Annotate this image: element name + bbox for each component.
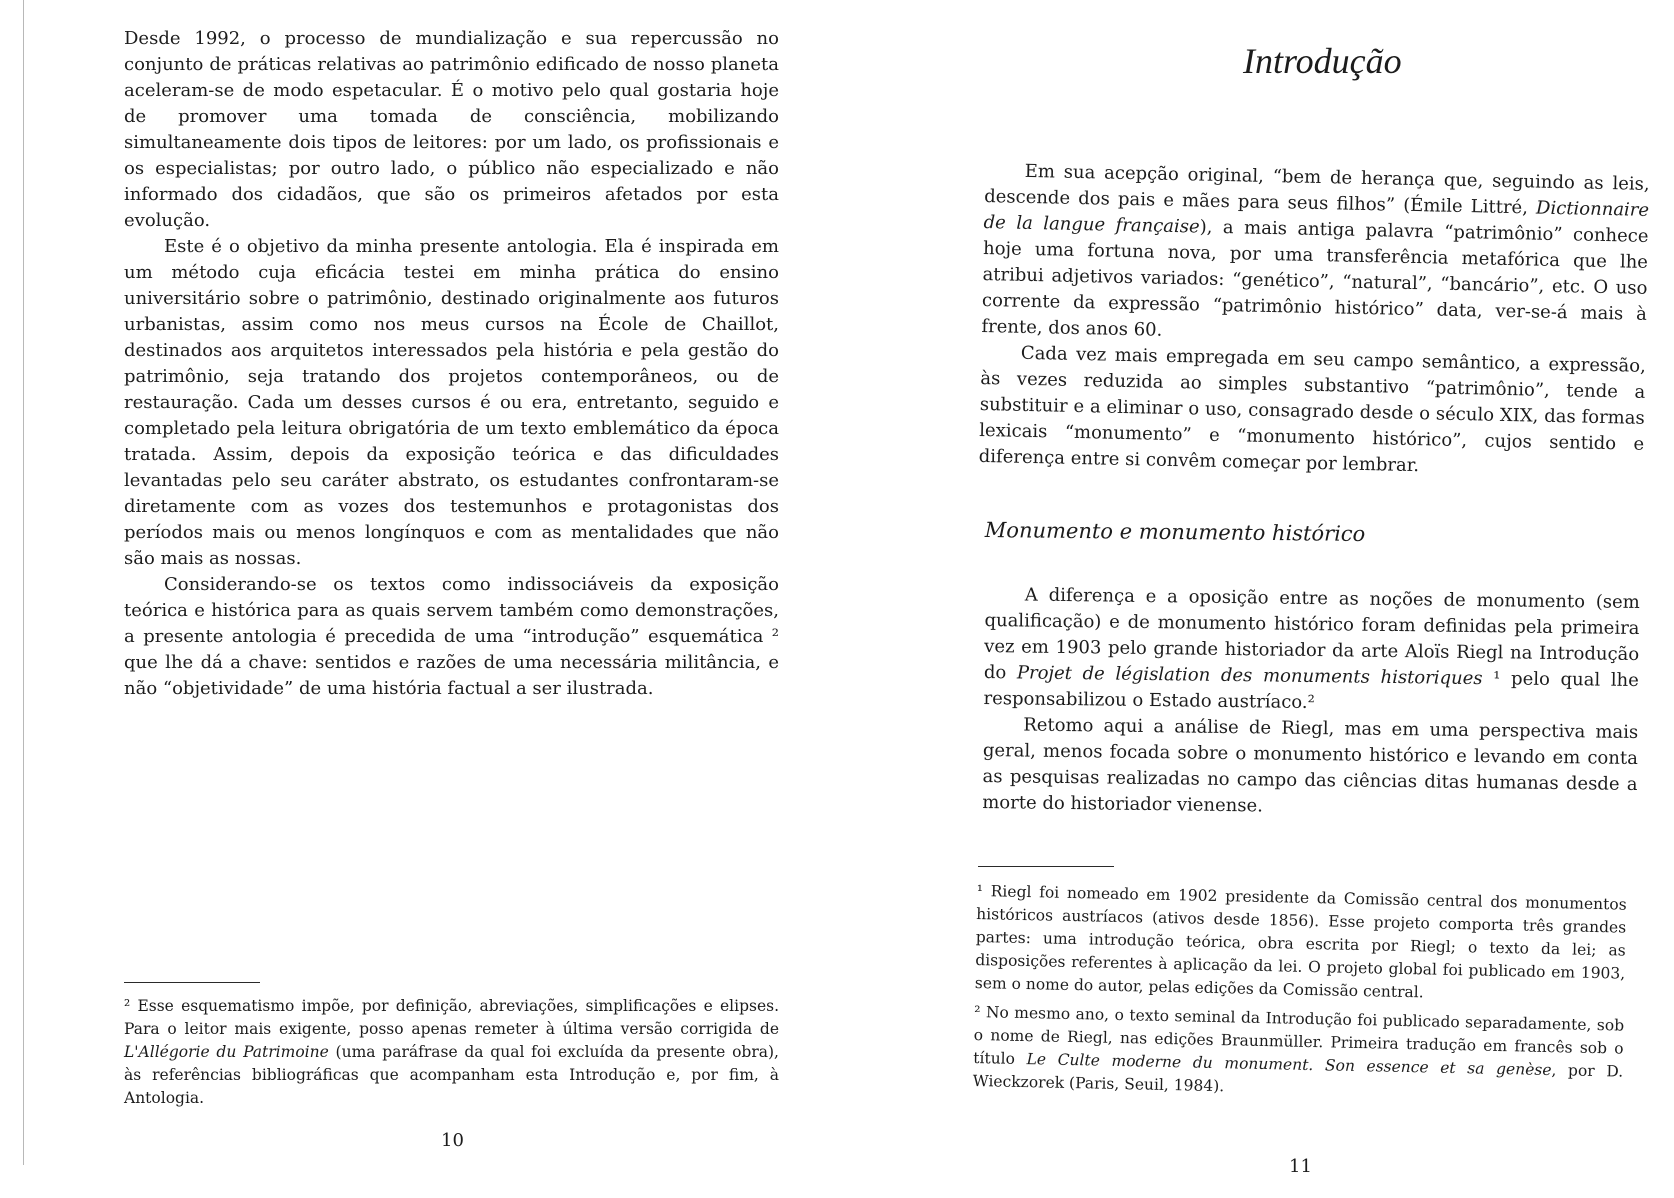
footnote-text-end: , por D. Wieckzorek (Paris, Seuil, 1984). xyxy=(972,1061,1624,1096)
footnote-text-end: (uma paráfrase da qual foi excluída da presente obra), às referências bibliográficas que acompanham esta Introdução e, por fim, à Antologia. xyxy=(124,1043,779,1107)
section-body xyxy=(982,582,1640,824)
left-footnote-2 xyxy=(124,995,779,1110)
intro-paragraph-1 xyxy=(981,158,1650,354)
left-footnotes xyxy=(124,995,779,1110)
right-footnote-rule xyxy=(978,866,1114,867)
left-footnote-rule xyxy=(124,982,260,983)
left-paragraph-3: Considerando-se os textos como indissociáveis da exposição teórica e histórica para as quais servem também como demonstrações, a presente antologia é precedida de uma “introdução” esquemática ² que lhe dá a chave: sentidos e razões de uma necessária militância, e não “objetividade” de uma história factual a ser ilustrada. xyxy=(124,574,779,699)
introduction-body xyxy=(978,158,1649,484)
section-heading: Monumento e monumento histórico xyxy=(984,518,1366,546)
section-text: A diferença e a oposição entre as noções de monumento (sem qualificação) e de monumento histórico foram definidas pela primeira vez em 1903 pelo grande historiador da arte Aloïs Riegl na Introdução do xyxy=(983,584,1640,684)
culte-title: Le Culte moderne du monument. Son essence et sa genèse xyxy=(1026,1050,1552,1080)
dictionary-title: Dictionnaire de la langue française xyxy=(983,197,1650,238)
page-number-right: 11 xyxy=(1289,1156,1312,1177)
section-paragraph-1 xyxy=(983,582,1640,720)
footnote-text: ² No mesmo ano, o texto seminal da Introdução foi publicado separadamente, sob o nome de Riegl, nas edições Braunmüller. Primeira tradução em francês sob o título xyxy=(973,1002,1625,1069)
footnote-book-title: L'Allégorie du Patrimoine xyxy=(124,1043,329,1061)
intro-paragraph-2: Cada vez mais empregada em seu campo semântico, a expressão, às vezes reduzida ao simples substantivo “patrimônio”, tende a substituir e a eliminar o uso, consagrado desde o século XIX, das formas lexicais “monumento” e “monumento histórico”, cujos sentido e diferença entre si convêm começar por lembrar. xyxy=(978,342,1647,477)
section-paragraph-2: Retomo aqui a análise de Riegl, mas em uma perspectiva mais geral, menos focada sobre o monumento histórico e levando em conta as pesquisas realizadas no campo das ciências ditas humanas desde a morte do historiador vienense. xyxy=(982,714,1639,817)
left-page-body xyxy=(124,26,779,702)
footnote-text: ² Esse esquematismo impõe, por definição, abreviações, simplificações e elipses. Para o leitor mais exigente, posso apenas remeter à última versão corrigida de xyxy=(124,997,779,1038)
scan-edge-line xyxy=(23,0,24,1165)
left-paragraph-1: Desde 1992, o processo de mundialização e sua repercussão no conjunto de práticas relativas ao patrimônio edificado de nosso planeta aceleram-se de modo espetacular. É o motivo pelo qual gostaria hoje de promover uma tomada de consciência, mobilizando simultaneamente dois tipos de leitores: por um lado, os profissionais e os especialistas; por outro lado, o público não especializado e não informado dos cidadãos, que são os primeiros afetados por esta evolução. xyxy=(124,28,779,231)
right-footnote-2 xyxy=(973,1001,1625,1107)
left-paragraph-2: Este é o objetivo da minha presente antologia. Ela é inspirada em um método cuja eficácia testei em minha prática do ensino universitário sobre o patrimônio, destinado originalmente aos futuros urbanistas, assim como nos meus cursos na École de Chaillot, destinados aos arquitetos interessados pela história e pela gestão do patrimônio, seja tratando dos projetos contemporâneos, ou de restauração. Cada um desses cursos é ou era, entretanto, seguido e completado pela leitura obrigatória de um texto emblemático da época tratada. Assim, depois da exposição teórica e das dificuldades levantadas pelo seu caráter abstrato, os estudantes confrontaram-se diretamente com as vozes dos testemunhos e protagonistas dos períodos mais ou menos longínquos e com as mentalidades que não são mais as nossas. xyxy=(124,236,779,569)
section-text-end: ¹ pelo qual lhe responsabilizou o Estado austríaco.² xyxy=(983,668,1639,714)
page-number-left: 10 xyxy=(441,1130,464,1151)
chapter-title: Introdução xyxy=(1243,41,1402,81)
projet-title: Projet de législation des monuments historiques xyxy=(1016,662,1483,690)
right-footnote-1: ¹ Riegl foi nomeado em 1902 presidente da Comissão central dos monumentos históricos austríacos (ativos desde 1856). Esse projeto comporta três grandes partes: uma introdução teórica, obra escrita por Riegl; o texto da lei; as disposições referentes à aplicação da lei. O projeto global foi publicado em 1903, sem o nome do autor, pelas edições da Comissão central. xyxy=(974,881,1627,1002)
intro-text: Em sua acepção original, “bem de herança que, seguindo as leis, descende dos pais e mães para seus filhos” (Émile Littré, xyxy=(983,160,1650,219)
intro-text-end: ), a mais antiga palavra “patrimônio” conhece hoje uma fortuna nova, por uma transferência metafórica que lhe atribui adjetivos variados: “genético”, “natural”, “bancário”, etc. O uso corrente da expressão “patrimônio histórico” data, ver-se-á mais à frente, dos anos 60. xyxy=(981,216,1649,341)
right-footnotes xyxy=(973,880,1627,1107)
